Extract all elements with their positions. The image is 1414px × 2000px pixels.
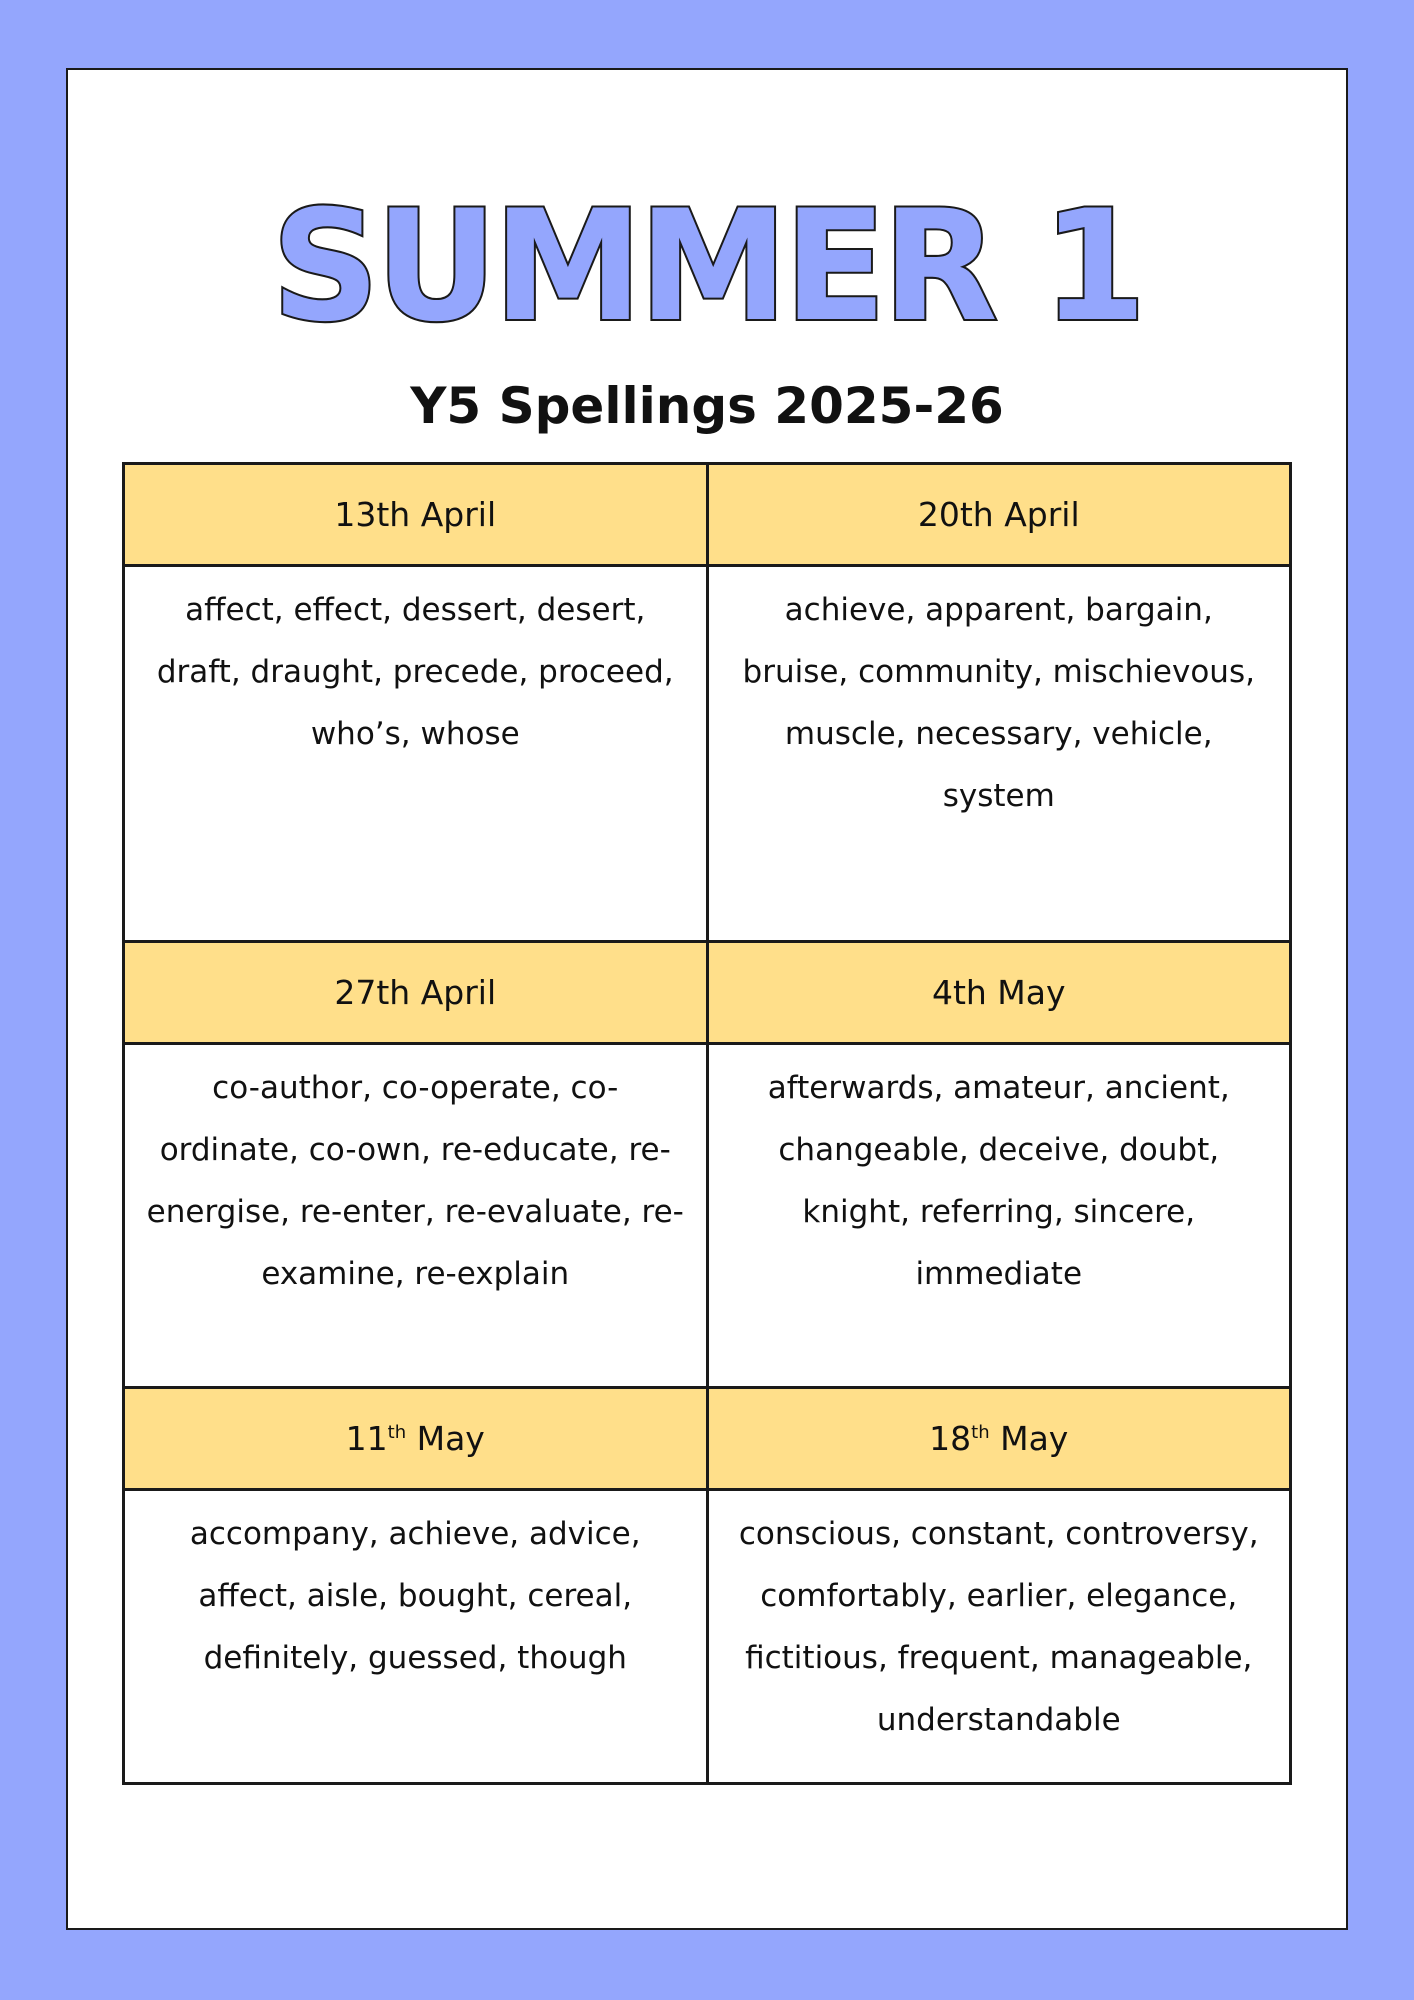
page-subtitle: Y5 Spellings 2025-26 [410,377,1004,435]
week-date-header: 27th April [124,942,708,1044]
week-date-header: 13th April [124,464,708,566]
table-row [124,1044,1291,1388]
date-month: May [1000,1419,1069,1458]
week-date-header: 4th May [707,942,1291,1044]
table-row [124,1490,1291,1784]
week-word-list: achieve, apparent, bargain, bruise, community, mischievous, muscle, necessary, vehicle, system [707,566,1291,942]
date-day: 18 [929,1419,972,1458]
week-date-header [707,1388,1291,1490]
week-word-list: accompany, achieve, advice, affect, aisle, bought, cereal, definitely, guessed, though [124,1490,708,1784]
table-row [124,566,1291,942]
date-day: 11 [345,1419,388,1458]
week-word-list: conscious, constant, controversy, comfortably, earlier, elegance, fictitious, frequent, manageable, understandable [707,1490,1291,1784]
spellings-table [122,462,1292,1785]
date-ordinal-suffix: th [387,1422,407,1443]
week-date-header [124,1388,708,1490]
week-word-list: co-author, co-operate, co-ordinate, co-own, re-educate, re-energise, re-enter, re-evaluate, re-examine, re-explain [124,1044,708,1388]
date-ordinal-suffix: th [971,1422,990,1443]
table-row [124,942,1291,1044]
week-date-header: 20th April [707,464,1291,566]
date-month: May [416,1419,485,1458]
table-row [124,1388,1291,1490]
week-word-list: afterwards, amateur, ancient, changeable, deceive, doubt, knight, referring, sincere, immediate [707,1044,1291,1388]
week-word-list: affect, effect, dessert, desert, draft, draught, precede, proceed, who’s, whose [124,566,708,942]
page-title: SUMMER 1 [271,178,1143,356]
table-row [124,464,1291,566]
